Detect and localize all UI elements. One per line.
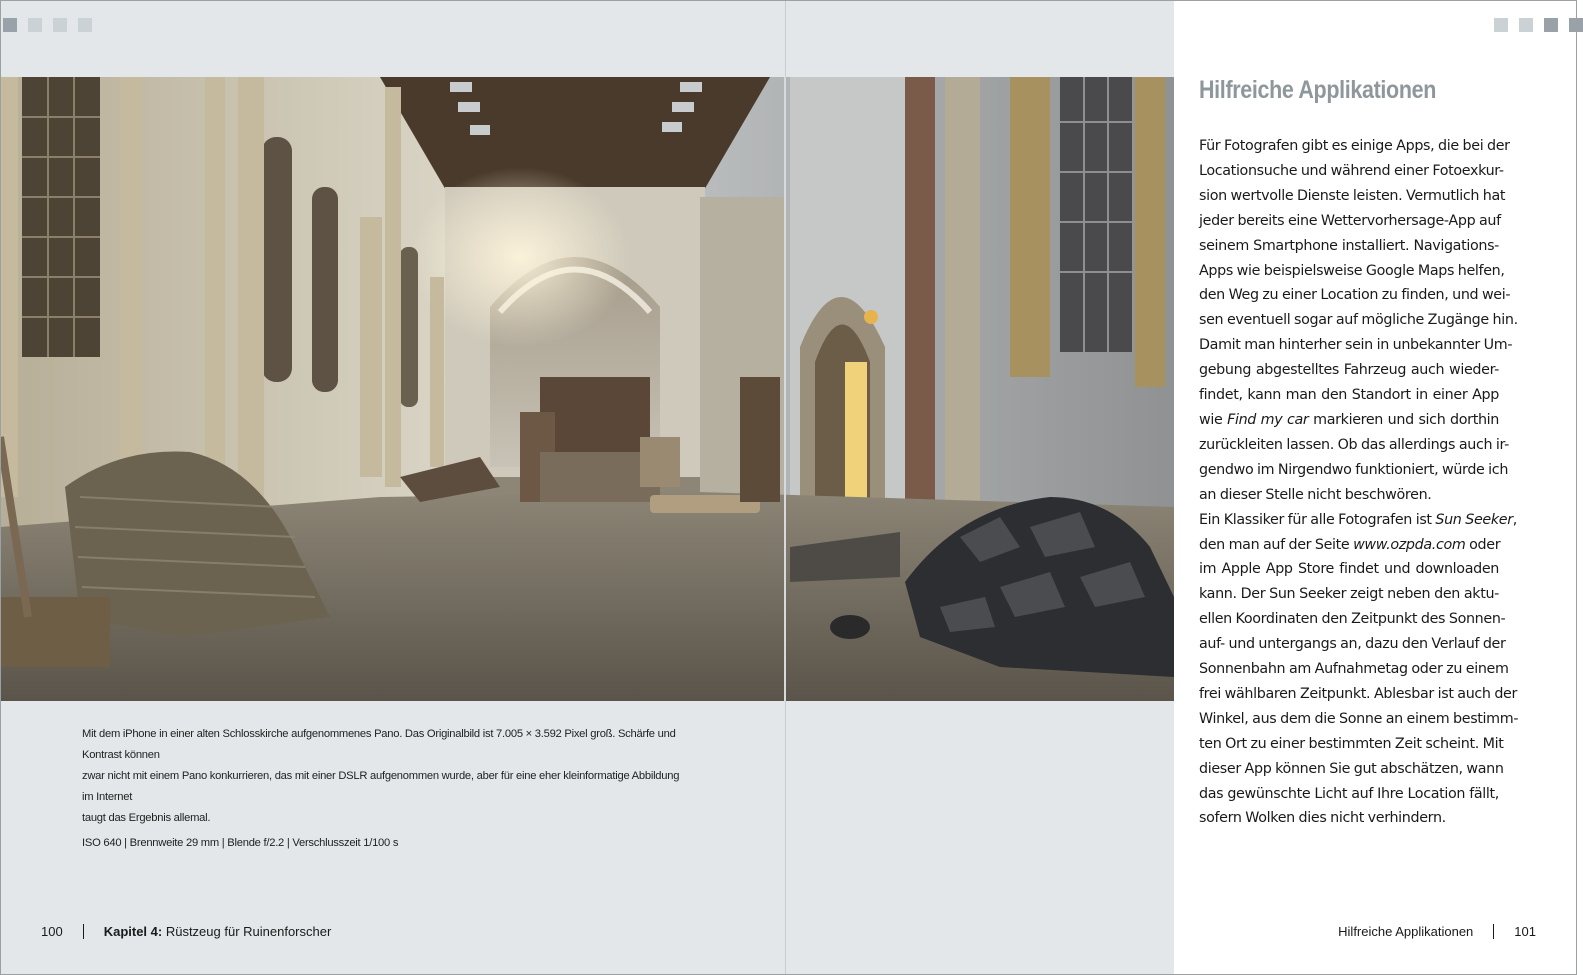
- body-line: Damit man hinterher sein in unbekannter Um-: [1199, 337, 1513, 354]
- body-line: gendwo im Nirgendwo funktioniert, würde ich: [1199, 461, 1509, 478]
- body-line: an dieser Stelle nicht beschwören.: [1199, 486, 1432, 503]
- running-head-section: Hilfreiche Applikationen: [1338, 924, 1474, 939]
- body-line: dieser App können Sie gut abschätzen, wann: [1199, 760, 1504, 777]
- body-line: Locationsuche und während einer Fotoexkur-: [1199, 162, 1504, 179]
- left-corner-squares: [3, 18, 92, 32]
- body-line: frei wählbaren Zeitpunkt. Ablesbar ist auch der: [1199, 685, 1518, 702]
- body-line: seinem Smartphone installiert. Navigations-: [1199, 237, 1499, 254]
- body-line: Apps wie beispielsweise Google Maps helfen,: [1199, 262, 1505, 279]
- footer-separator: [1493, 924, 1494, 939]
- app-name-find-my-car: Find my car: [1227, 411, 1309, 428]
- website-url: www.ozpda.com: [1353, 536, 1466, 553]
- footer-right: [1338, 924, 1536, 939]
- caption-line: zwar nicht mit einem Pano konkurrieren, das mit einer DSLR aufgenommen wurde, aber für eine eher kleinformatige Abbildung im Internet: [82, 770, 680, 803]
- corner-square: [3, 18, 17, 32]
- body-line: das gewünschte Licht auf Ihre Location fällt,: [1199, 785, 1499, 802]
- app-name-sun-seeker: Sun Seeker: [1435, 511, 1513, 528]
- body-text: [1199, 134, 1519, 831]
- corner-square: [78, 18, 92, 32]
- corner-square: [28, 18, 42, 32]
- corner-square: [1494, 18, 1508, 32]
- body-line: gebung abgestelltes Fahrzeug auch wieder-: [1199, 362, 1499, 379]
- body-line: im Apple App Store findet und downloaden: [1199, 561, 1499, 578]
- right-page-number: 101: [1514, 924, 1536, 939]
- body-line: ten Ort zu einer bestimmten Zeit scheint. Mit: [1199, 735, 1504, 752]
- body-line: Winkel, aus dem die Sonne an einem bestimm-: [1199, 710, 1519, 727]
- panorama-photo: [0, 77, 1174, 701]
- body-line: auf- und untergangs an, dazu den Verlauf der: [1199, 636, 1506, 653]
- church-ruin-panorama-image: [0, 77, 1174, 701]
- caption-exif-data: ISO 640 | Brennweite 29 mm | Blende f/2.2 | Verschlusszeit 1/100 s: [82, 837, 399, 849]
- caption-line: Mit dem iPhone in einer alten Schlosskirche aufgenommenes Pano. Das Originalbild ist 7.005 × 3.592 Pixel groß. Schärfe und Kontrast können: [82, 728, 676, 761]
- corner-square: [1569, 18, 1583, 32]
- section-heading: Hilfreiche Applikationen: [1199, 76, 1437, 104]
- corner-square: [53, 18, 67, 32]
- body-line: Ein Klassiker für alle Fotografen ist Sun Seeker,: [1199, 511, 1517, 528]
- corner-square: [1544, 18, 1558, 32]
- body-line: Sonnenbahn am Aufnahmetag oder zu einem: [1199, 661, 1509, 678]
- body-line: jeder bereits eine Wettervorhersage-App auf: [1199, 212, 1501, 229]
- body-line: Für Fotografen gibt es einige Apps, die bei der: [1199, 138, 1510, 154]
- body-line: ellen Koordinaten den Zeitpunkt des Sonnen-: [1199, 611, 1506, 628]
- corner-square: [1519, 18, 1533, 32]
- book-gutter: [784, 77, 786, 701]
- body-line: sion wertvolle Dienste leisten. Vermutlich hat: [1199, 187, 1506, 204]
- chapter-label: Kapitel 4:: [103, 924, 163, 939]
- footer-left: [41, 924, 331, 939]
- chapter-title: Rüstzeug für Ruinenforscher: [162, 924, 332, 939]
- body-line: den Weg zu einer Location zu finden, und wei-: [1199, 287, 1511, 304]
- left-page-number: 100: [41, 924, 63, 939]
- caption-line: taugt das Ergebnis allemal.: [82, 812, 211, 824]
- body-line: sen eventuell sogar auf mögliche Zugänge hin.: [1199, 312, 1518, 329]
- right-corner-squares: [1494, 18, 1583, 32]
- running-head-chapter: [104, 924, 332, 939]
- body-line: kann. Der Sun Seeker zeigt neben den aktu-: [1199, 586, 1499, 603]
- footer-separator: [83, 924, 84, 939]
- photo-caption: [82, 724, 692, 854]
- body-line: sofern Wolken dies nicht verhindern.: [1199, 810, 1446, 827]
- body-line: findet, kann man den Standort in einer App: [1199, 387, 1499, 404]
- body-line: wie Find my car markieren und sich dorthin: [1199, 411, 1500, 428]
- body-line: zurückleiten lassen. Ob das allerdings auch ir-: [1199, 436, 1509, 453]
- body-line: den man auf der Seite www.ozpda.com oder: [1199, 536, 1501, 553]
